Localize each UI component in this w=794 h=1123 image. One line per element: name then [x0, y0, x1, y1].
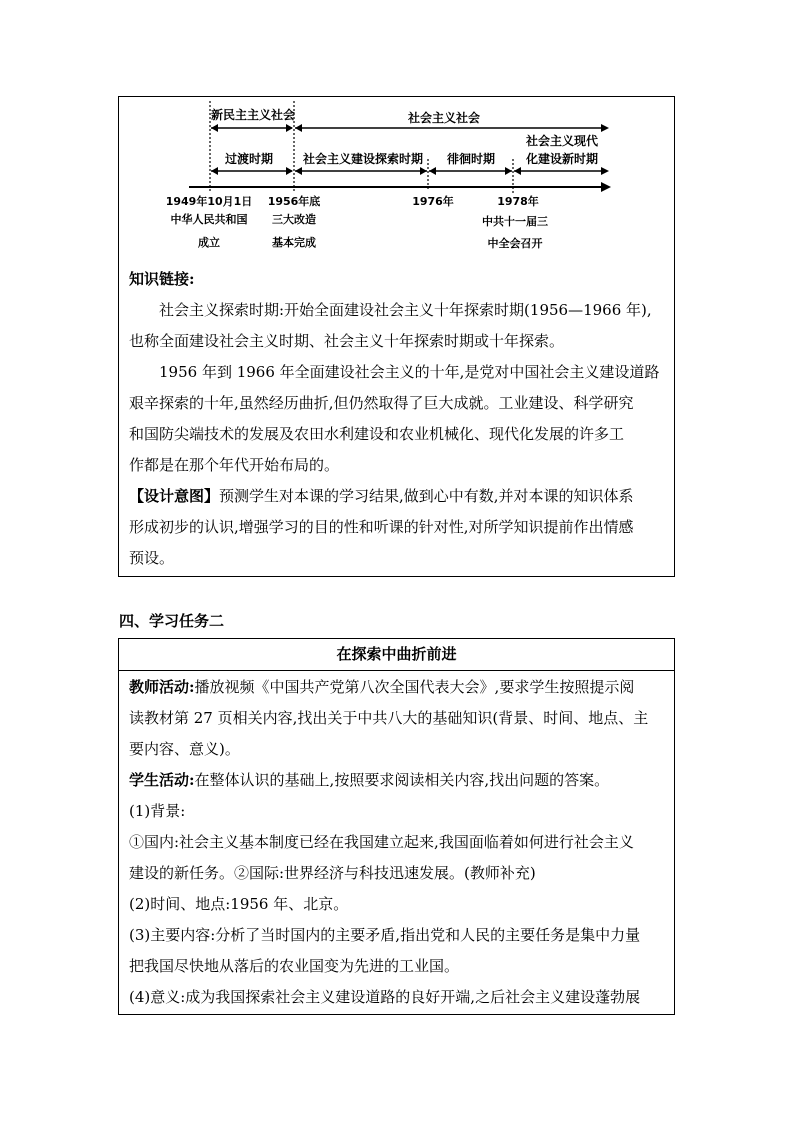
item3-line1: (3)主要内容:分析了当时国内的主要矛盾,指出党和人民的主要任务是集中力量: [129, 926, 641, 944]
arrowhead-socialism-right: [601, 124, 609, 132]
label-transition: 过渡时期: [224, 152, 274, 166]
knowledge-p2-line3: 和国防尖端技术的发展及农田水利建设和农业机械化、现代化发展的许多工: [129, 425, 625, 443]
label-new-democracy: 新民主主义社会: [210, 108, 296, 122]
event-1978-line3: 中全会召开: [487, 237, 543, 250]
student-line1: [129, 765, 664, 796]
teacher-line3: 要内容、意义)。: [129, 740, 240, 758]
item1-line1: ①国内:社会主义基本制度已经在我国建立起来,我国面临着如何进行社会主义: [129, 833, 634, 851]
knowledge-heading: 知识链接:: [129, 270, 195, 288]
label-exploration: 社会主义建设探索时期: [302, 152, 424, 166]
item3-line2: 把我国尽快地从落后的农业国变为先进的工业国。: [129, 957, 460, 975]
arrowhead-modernization-right: [601, 167, 609, 175]
teacher-label: 教师活动:: [129, 678, 195, 696]
knowledge-box: [118, 96, 675, 577]
student-text1: 在整体认识的基础上,按照要求阅读相关内容,找出问题的答案。: [194, 771, 610, 789]
label-modernization-2: 化建设新时期: [525, 152, 599, 166]
label-wandering: 徘徊时期: [446, 152, 496, 166]
section-heading: 四、学习任务二: [119, 612, 225, 630]
arrowhead-modernization-left: [514, 167, 521, 175]
student-label: 学生活动:: [129, 771, 195, 789]
design-intent-label: 【设计意图】: [129, 487, 220, 505]
design-intent-text1: 预测学生对本课的学习结果,做到心中有数,并对本课的知识体系: [219, 487, 634, 505]
arrowhead-transition-left: [211, 167, 218, 175]
knowledge-p2-line2: 艰辛探索的十年,虽然经历曲折,但仍然取得了巨大成就。工业建设、科学研究: [129, 394, 634, 412]
design-intent-line1: [129, 481, 664, 512]
event-1949-line3: 成立: [198, 236, 220, 249]
task-box: [118, 638, 675, 1015]
event-1956-date: 1956年底: [267, 195, 321, 208]
teacher-line1: [129, 672, 664, 703]
event-1956-line3: 基本完成: [272, 236, 316, 249]
arrowhead-exploration-left: [295, 167, 302, 175]
arrowhead-wandering-left: [429, 167, 436, 175]
event-1976-date: 1976年: [412, 195, 454, 208]
knowledge-p1-line1: 社会主义探索时期:开始全面建设社会主义十年探索时期(1956—1966 年),: [159, 301, 652, 319]
design-intent-line3: 预设。: [129, 549, 175, 567]
item1-heading: (1)背景:: [129, 802, 186, 820]
arrowhead-exploration-right: [420, 167, 427, 175]
item1-line2: 建设的新任务。②国际:世界经济与科技迅速发展。(教师补充): [129, 864, 536, 882]
arrowhead-socialism-left: [295, 124, 302, 132]
event-1949-date: 1949年10月1日: [165, 195, 253, 208]
arrowhead-transition-right: [286, 167, 293, 175]
knowledge-p2-line4: 作都是在那个年代开始布局的。: [129, 456, 340, 474]
label-modernization-1: 社会主义现代: [525, 134, 599, 148]
event-1978-line2: 中共十一届三: [482, 215, 548, 228]
arrowhead-new-democracy-left: [211, 124, 218, 132]
arrowhead-wandering-right: [505, 167, 512, 175]
design-intent-line2: 形成初步的认识,增强学习的目的性和听课的针对性,对所学知识提前作出情感: [129, 518, 634, 536]
item4-line1: (4)意义:成为我国探索社会主义建设道路的良好开端,之后社会主义建设蓬勃展: [129, 988, 641, 1006]
teacher-line2: 读教材第 27 页相关内容,找出关于中共八大的基础知识(背景、时间、地点、主: [129, 709, 649, 727]
event-1978-date: 1978年: [497, 195, 539, 208]
event-1956-line2: 三大改造: [272, 213, 316, 226]
arrowhead-new-democracy-right: [286, 124, 293, 132]
teacher-text1: 播放视频《中国共产党第八次全国代表大会》,要求学生按照提示阅: [194, 678, 635, 696]
knowledge-p1-line2: 也称全面建设社会主义时期、社会主义十年探索时期或十年探索。: [129, 332, 565, 350]
task-title: 在探索中曲折前进: [119, 639, 674, 671]
timeline-axis-arrowhead: [601, 182, 611, 192]
knowledge-p2-line1: 1956 年到 1966 年全面建设社会主义的十年,是党对中国社会主义建设道路: [159, 363, 660, 381]
label-socialism: 社会主义社会: [407, 111, 481, 125]
history-timeline: [119, 97, 674, 262]
item2: (2)时间、地点:1956 年、北京。: [129, 895, 349, 913]
event-1949-line2: 中华人民共和国: [170, 213, 248, 226]
